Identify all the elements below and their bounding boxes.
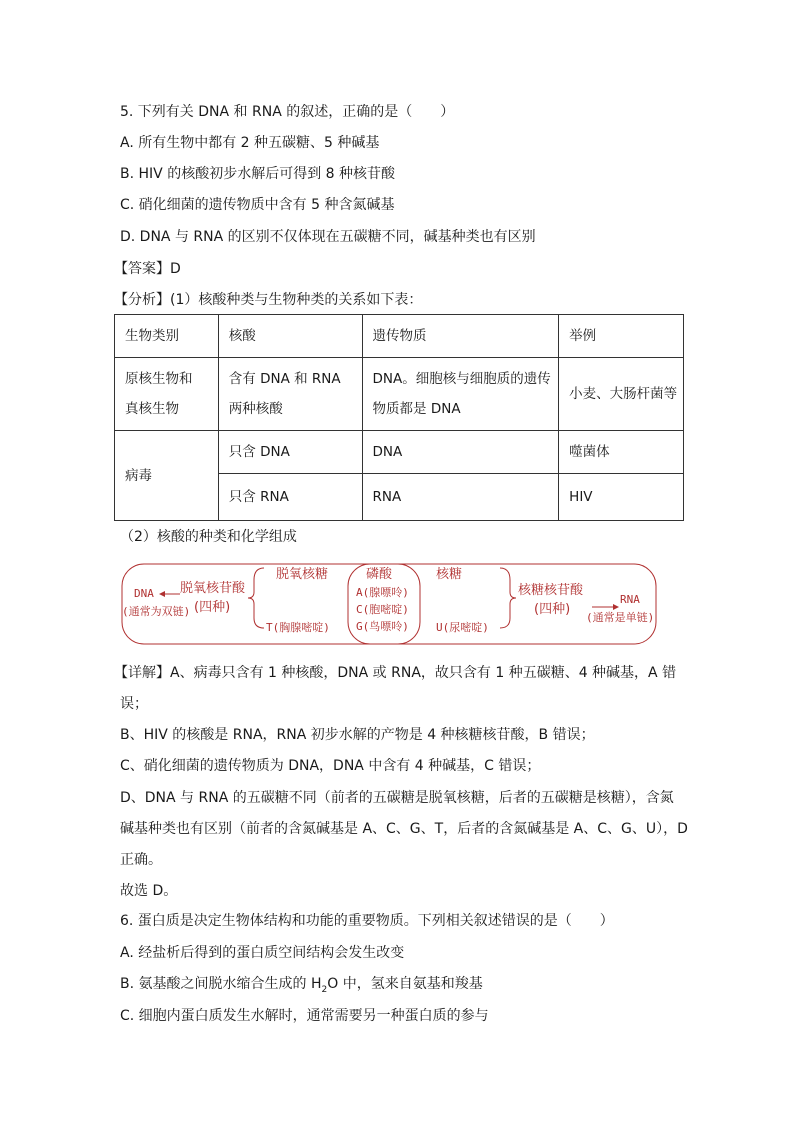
deoxynucleotide-label: 脱氧核苷酸 xyxy=(180,581,246,596)
q6-option-c: C. 细胞内蛋白质发生水解时，通常需要另一种蛋白质的参与 xyxy=(120,1008,489,1024)
dna-label: DNA xyxy=(134,587,154,600)
cell-text: 含有 DNA 和 RNA xyxy=(228,371,341,387)
detail-a-line2: 误； xyxy=(120,696,148,712)
table-row xyxy=(115,358,684,431)
cell-category xyxy=(115,358,219,431)
q6-option-b-subscript: 2 xyxy=(321,984,328,995)
cell-genetic: RNA xyxy=(362,474,559,521)
right-brace xyxy=(500,568,516,628)
cell-nucleic xyxy=(218,358,362,431)
four-kinds-left: (四种) xyxy=(194,600,231,615)
detail-conclusion: 故选 D。 xyxy=(120,883,178,899)
q6-option-a: A. 经盐析后得到的蛋白质空间结构会发生改变 xyxy=(120,945,405,961)
ribose-label: 核糖 xyxy=(436,567,463,582)
rna-note: (通常是单链) xyxy=(586,611,655,624)
q5-option-a: A. 所有生物中都有 2 种五碳糖、5 种碱基 xyxy=(120,135,380,151)
rna-label: RNA xyxy=(620,593,640,606)
left-brace xyxy=(248,568,264,628)
phosphate-label: 磷酸 xyxy=(366,567,393,582)
q5-option-d: D. DNA 与 RNA 的区别不仅体现在五碳糖不同，碱基种类也有区别 xyxy=(120,229,536,245)
dna-note: (通常为双链) xyxy=(122,605,191,618)
q6-option-b-text-end: O 中，氢来自氨基和羧基 xyxy=(327,976,483,992)
q6-stem: 6. 蛋白质是决定生物体结构和功能的重要物质。下列相关叙述错误的是（ ） xyxy=(120,913,614,929)
base-g-label: G(鸟嘌呤) xyxy=(356,620,409,633)
nucleic-acid-table xyxy=(114,314,684,521)
cell-text: DNA。细胞核与细胞质的遗传 xyxy=(372,371,551,387)
cell-text: 原核生物和 xyxy=(125,371,193,387)
detail-c: C、硝化细菌的遗传物质为 DNA，DNA 中含有 4 种碱基，C 错误； xyxy=(120,758,541,774)
table-row xyxy=(115,431,684,474)
q5-stem: 5. 下列有关 DNA 和 RNA 的叙述，正确的是（ ） xyxy=(120,104,455,120)
cell-nucleic: 只含 DNA xyxy=(218,431,362,474)
cell-genetic: DNA xyxy=(362,431,559,474)
cell-example: 小麦、大肠杆菌等 xyxy=(559,358,684,431)
four-kinds-right: (四种) xyxy=(534,602,571,617)
detail-d-line1: D、DNA 与 RNA 的五碳糖不同（前者的五碳糖是脱氧核糖，后者的五碳糖是核糖），含氮 xyxy=(120,790,674,806)
cell-text: 物质都是 DNA xyxy=(372,401,461,417)
detail-d-line2: 碱基种类也有区别（前者的含氮碱基是 A、C、G、T，后者的含氮碱基是 A、C、G、U），D xyxy=(120,821,688,837)
cell-example: 噬菌体 xyxy=(559,431,684,474)
ribonucleotide-label: 核糖核苷酸 xyxy=(518,583,584,598)
header-nucleic: 核酸 xyxy=(218,315,362,358)
deoxyribose-label: 脱氧核糖 xyxy=(276,567,329,582)
q5-option-c: C. 硝化细菌的遗传物质中含有 5 种含氮碱基 xyxy=(120,197,395,213)
detail-b: B、HIV 的核酸是 RNA，RNA 初步水解的产物是 4 种核糖核苷酸，B 错误； xyxy=(120,727,595,743)
q5-analysis-intro: 【分析】(1）核酸种类与生物种类的关系如下表： xyxy=(114,292,423,308)
cell-genetic xyxy=(362,358,559,431)
cell-nucleic: 只含 RNA xyxy=(218,474,362,521)
base-u-label: U(尿嘧啶) xyxy=(436,621,489,634)
base-a-label: A(腺嘌呤) xyxy=(356,586,409,599)
base-c-label: C(胞嘧啶) xyxy=(356,603,409,616)
part2-title: （2）核酸的种类和化学组成 xyxy=(120,529,297,545)
q5-option-b: B. HIV 的核酸初步水解后可得到 8 种核苷酸 xyxy=(120,166,395,182)
q5-answer: 【答案】D xyxy=(114,261,181,277)
base-t-label: T(胸腺嘧啶) xyxy=(266,621,330,634)
cell-text: 两种核酸 xyxy=(228,401,283,417)
header-category: 生物类别 xyxy=(115,315,219,358)
cell-text: 真核生物 xyxy=(125,401,179,417)
cell-virus: 病毒 xyxy=(115,431,219,521)
q6-option-b-text: B. 氨基酸之间脱水缩合生成的 H xyxy=(120,976,322,992)
cell-example: HIV xyxy=(559,474,684,521)
nucleic-acid-composition-diagram xyxy=(120,558,660,654)
detail-d-line3: 正确。 xyxy=(120,852,162,868)
detail-a-line1: 【详解】A、病毒只含有 1 种核酸，DNA 或 RNA，故只含有 1 种五碳糖、4 种碱基，A 错 xyxy=(114,665,677,681)
header-example: 举例 xyxy=(559,315,684,358)
header-genetic: 遗传物质 xyxy=(362,315,559,358)
q6-option-b xyxy=(120,974,483,1000)
table-header-row xyxy=(115,315,684,358)
